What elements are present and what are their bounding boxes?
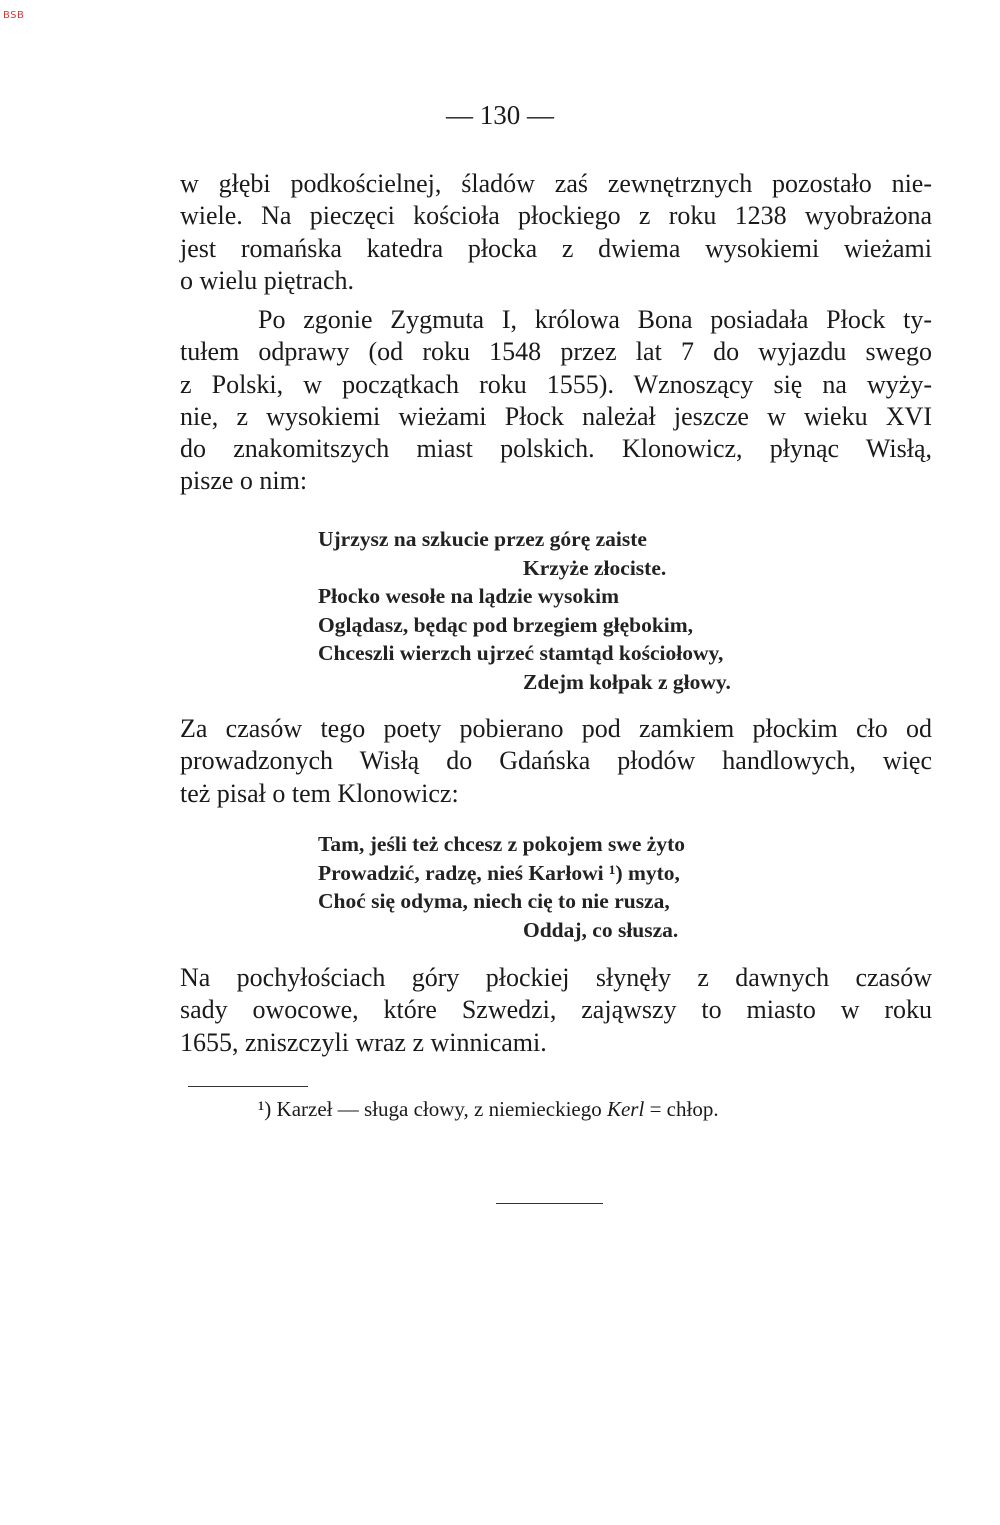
verse-line: Prowadzić, radzę, nieś Karłowi ¹) myto, <box>318 860 680 885</box>
text-line: wiele. Na pieczęci kościoła płockiego z roku 1238 wyobrażona <box>180 201 932 231</box>
text-line: nie, z wysokiemi wieżami Płock należał jeszcze w wieku XVI <box>180 401 932 431</box>
text-line: Na pochyłościach góry płockiej słynęły z dawnych czasów <box>180 963 932 992</box>
page-number: — 130 — <box>446 100 554 130</box>
text-line: w głębi podkościelnej, śladów zaś zewnętrznych pozostało nie- <box>180 169 932 198</box>
text-line: o wielu piętrach. <box>180 265 354 295</box>
footnote-divider <box>188 1086 308 1087</box>
verse-line: Krzyże złociste. <box>523 555 667 580</box>
verse-line: Choć się odyma, niech cię to nie rusza, <box>318 889 670 914</box>
text-line: też pisał o tem Klonowicz: <box>180 778 459 808</box>
footnote-text-end: = chłop. <box>644 1097 719 1121</box>
verse-line: Chceszli wierzch ujrzeć stamtąd kościołowy, <box>318 641 724 666</box>
text-line: 1655, zniszczyli wraz z winnicami. <box>180 1027 547 1057</box>
paragraph-1 <box>180 168 932 297</box>
text-line: do znakomitszych miast polskich. Klonowicz, płynąc Wisłą, <box>180 434 932 464</box>
verse-quote-2 <box>318 830 685 944</box>
text-line: Za czasów tego poety pobierano pod zamkiem płockim cło od <box>180 714 932 743</box>
text-line: pisze o nim: <box>180 466 308 496</box>
footnote-italic-word: Kerl <box>606 1097 645 1121</box>
text-line: jest romańska katedra płocka z dwiema wysokiemi wieżami <box>180 233 932 263</box>
verse-line: Oglądasz, będąc pod brzegiem głębokim, <box>318 612 694 637</box>
verse-line: Ujrzysz na szkucie przez górę zaiste <box>318 527 647 551</box>
verse-line: Oddaj, co słusza. <box>523 917 679 942</box>
text-line: prowadzonych Wisłą do Gdańska płodów handlowych, więc <box>180 746 932 776</box>
verse-line: Płocko wesołe na lądzie wysokim <box>318 584 619 609</box>
verse-line: Zdejm kołpak z głowy. <box>523 669 731 694</box>
verse-quote-1 <box>318 525 731 697</box>
footnote-text: Karzeł — sługa cłowy, z niemieckiego <box>271 1097 607 1121</box>
end-divider <box>496 1203 603 1204</box>
verse-line: Tam, jeśli też chcesz z pokojem swe żyto <box>318 832 685 856</box>
paragraph-4 <box>180 962 932 1059</box>
text-line: tułem odprawy (od roku 1548 przez lat 7 do wyjazdu swego <box>180 337 932 367</box>
footnote-marker: ¹) <box>258 1097 272 1121</box>
text-line: sady owocowe, które Szwedzi, zająwszy to miasto w roku <box>180 995 932 1025</box>
footnote <box>258 1097 719 1122</box>
text-line: Po zgonie Zygmuta I, królowa Bona posiadała Płock ty- <box>258 305 932 334</box>
paragraph-3 <box>180 713 932 810</box>
library-watermark: BSB <box>3 10 25 21</box>
text-line: z Polski, w początkach roku 1555). Wznoszący się na wyży- <box>180 369 932 399</box>
paragraph-2 <box>180 304 932 498</box>
